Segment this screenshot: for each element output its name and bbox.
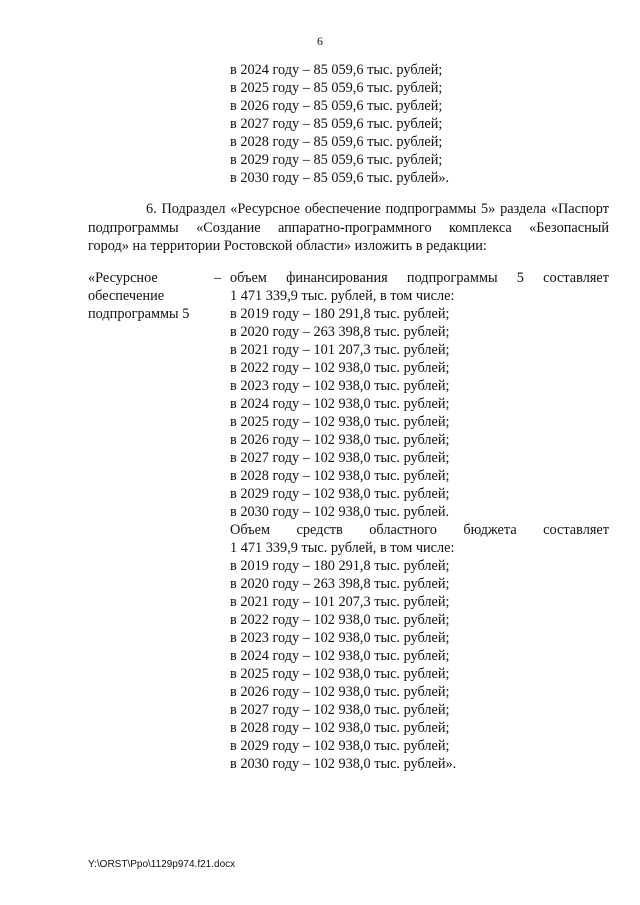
label-line: «Ресурсное <box>88 270 158 286</box>
paragraph-line: город» на территории Ростовской области» изложить в редакции: <box>88 238 487 254</box>
list-item: в 2025 году – 102 938,0 тыс. рублей; <box>230 666 450 682</box>
amendment-paragraph <box>88 200 609 256</box>
resource-label <box>88 269 220 323</box>
page-number: 6 <box>317 34 323 48</box>
list-item: в 2019 году – 180 291,8 тыс. рублей; <box>230 306 450 322</box>
list-item: в 2028 году – 85 059,6 тыс. рублей; <box>230 134 443 150</box>
list-item: в 2020 году – 263 398,8 тыс. рублей; <box>230 576 450 592</box>
list-item: в 2019 году – 180 291,8 тыс. рублей; <box>230 558 450 574</box>
list-item: в 2026 году – 102 938,0 тыс. рублей; <box>230 684 450 700</box>
top-year-list <box>230 61 449 187</box>
list-item: в 2026 году – 85 059,6 тыс. рублей; <box>230 98 443 114</box>
paragraph-line: 6. Подраздел «Ресурсное обеспечение подпрограммы 5» раздела «Паспорт <box>146 201 609 217</box>
regional-intro-line: 1 471 339,9 тыс. рублей, в том числе: <box>230 540 455 556</box>
list-item: в 2025 году – 85 059,6 тыс. рублей; <box>230 80 443 96</box>
list-item: в 2026 году – 102 938,0 тыс. рублей; <box>230 432 450 448</box>
list-item: в 2027 году – 102 938,0 тыс. рублей; <box>230 450 450 466</box>
list-item: в 2029 году – 85 059,6 тыс. рублей; <box>230 152 443 168</box>
financing-intro-line: 1 471 339,9 тыс. рублей, в том числе: <box>230 288 455 304</box>
label-line: подпрограммы 5 <box>88 306 190 322</box>
list-item: в 2030 году – 85 059,6 тыс. рублей». <box>230 170 450 186</box>
list-item: в 2029 году – 102 938,0 тыс. рублей; <box>230 738 450 754</box>
list-item: в 2025 году – 102 938,0 тыс. рублей; <box>230 414 450 430</box>
file-path-footer: Y:\ORST\Ppo\1129p974.f21.docx <box>88 859 236 870</box>
list-item: в 2030 году – 102 938,0 тыс. рублей». <box>230 756 457 772</box>
list-item: в 2022 году – 102 938,0 тыс. рублей; <box>230 612 450 628</box>
list-item: в 2024 году – 102 938,0 тыс. рублей; <box>230 648 450 664</box>
list-item: в 2022 году – 102 938,0 тыс. рублей; <box>230 360 450 376</box>
list-item: в 2023 году – 102 938,0 тыс. рублей; <box>230 378 450 394</box>
list-item: в 2024 году – 102 938,0 тыс. рублей; <box>230 396 450 412</box>
list-item: в 2020 году – 263 398,8 тыс. рублей; <box>230 324 450 340</box>
list-item: в 2021 году – 101 207,3 тыс. рублей; <box>230 342 450 358</box>
list-item: в 2021 году – 101 207,3 тыс. рублей; <box>230 594 450 610</box>
list-item: в 2027 году – 85 059,6 тыс. рублей; <box>230 116 443 132</box>
list-item: в 2028 году – 102 938,0 тыс. рублей; <box>230 468 450 484</box>
list-item: в 2029 году – 102 938,0 тыс. рублей; <box>230 486 450 502</box>
resource-content <box>230 269 609 773</box>
list-item: в 2023 году – 102 938,0 тыс. рублей; <box>230 630 450 646</box>
list-item: в 2024 году – 85 059,6 тыс. рублей; <box>230 62 443 78</box>
label-dash: – <box>214 270 222 286</box>
list-item: в 2030 году – 102 938,0 тыс. рублей. <box>230 504 450 520</box>
list-item: в 2028 году – 102 938,0 тыс. рублей; <box>230 720 450 736</box>
regional-intro-line: Объем средств областного бюджета составляет <box>230 522 609 538</box>
paragraph-line: подпрограммы «Создание аппаратно-программного комплекса «Безопасный <box>88 219 609 236</box>
financing-intro-line: объем финансирования подпрограммы 5 составляет <box>230 270 609 286</box>
list-item: в 2027 году – 102 938,0 тыс. рублей; <box>230 702 450 718</box>
label-line: обеспечение <box>88 288 165 304</box>
